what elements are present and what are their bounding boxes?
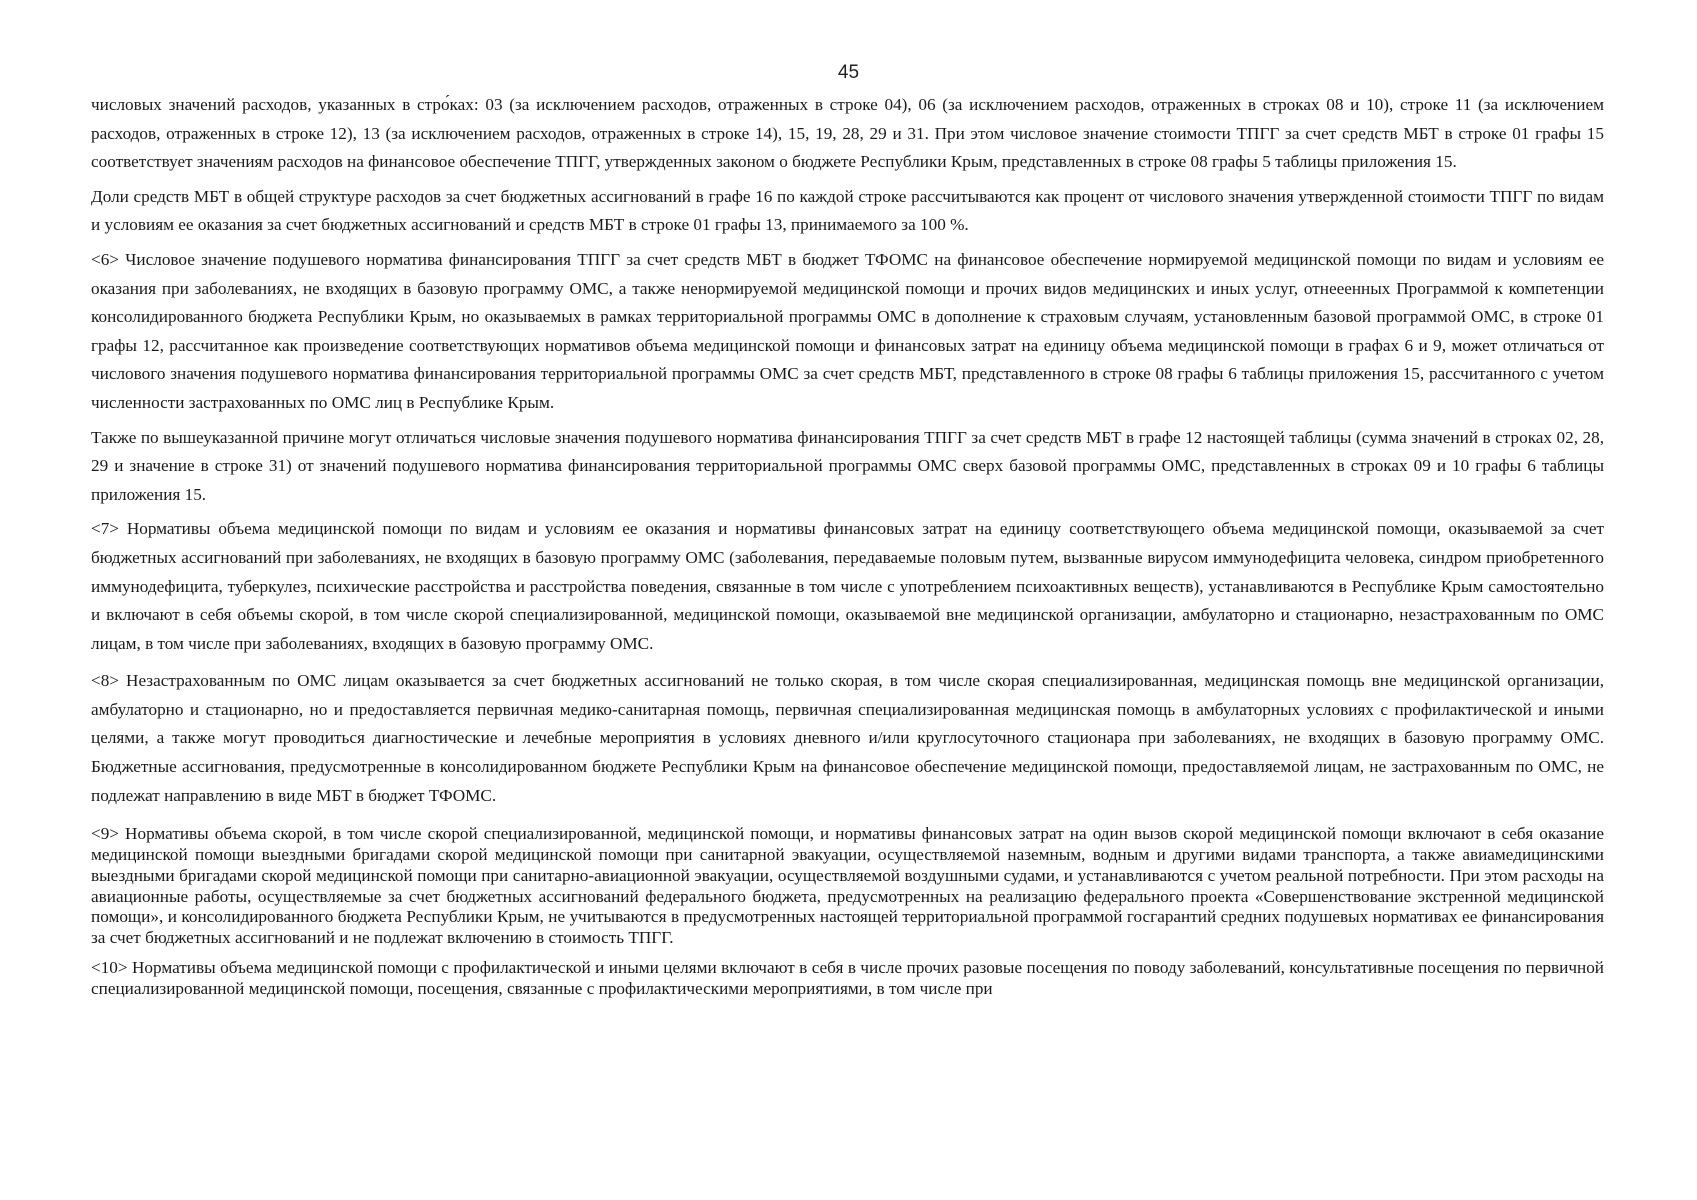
paragraph-continuation: числовых значений расходов, указанных в стро́ках: 03 (за исключением расходов, отраженных в строке 04), 06 (за исключением расходов, отраженных в строках 08 и 10), строке 11 (за исключением расходов, отраженных в строке 12), 13 (за исключением расходов, отраженных в строке 14), 15, 19, 28, 29 и 31. При этом числовое значение стоимости ТПГГ за счет средств МБТ в строке 01 графы 15 соответствует значениям расходов на финансовое обеспечение ТПГГ, утвержденных законом о бюджете Республики Крым, представленных в строке 08 графы 5 таблицы приложения 15. [91, 95, 1604, 172]
paragraph-mbt-share: Доли средств МБТ в общей структуре расходов за счет бюджетных ассигнований в графе 16 по каждой строке рассчитываются как процент от числового значения утвержденной стоимости ТПГГ по видам и условиям ее оказания за счет бюджетных ассигнований и средств МБТ в строке 01 графы 13, принимаемого за 100 %. [91, 186, 1604, 235]
footnote-6: <6> Числовое значение подушевого норматива финансирования ТПГГ за счет средств МБТ в бюджет ТФОМС на финансовое обеспечение нормируемой медицинской помощи по видам и условиям ее оказания при заболеваниях, не входящих в базовую программу ОМС, а также ненормируемой медицинской помощи и прочих видов медицинских и иных услуг, отнееенных Программой к компетенции консолидированного бюджета Республики Крым, но оказываемых в рамках территориальной программы ОМС в дополнение к страховым случаям, установленным базовой программой ОМС, в строке 01 графы 12, рассчитанное как произведение соответствующих нормативов объема медицинской помощи и финансовых затрат на единицу объема медицинской помощи в графах 6 и 9, может отличаться от числового значения подушевого норматива финансирования территориальной программы ОМС за счет средств МБТ, представленного в строке 08 графы 6 таблицы приложения 15, рассчитанного с учетом численности застрахованных по ОМС лиц в Республике Крым. [91, 249, 1604, 412]
document-body [91, 91, 1604, 1000]
paragraph-also: Также по вышеуказанной причине могут отличаться числовые значения подушевого норматива финансирования ТПГГ за счет средств МБТ в графе 12 настоящей таблицы (сумма значений в строках 02, 28, 29 и значение в строке 31) от значений подушевого норматива финансирования территориальной программы ОМС сверх базовой программы ОМС, представленных в строках 09 и 10 графы 6 таблицы приложения 15. [91, 427, 1604, 504]
footnote-10: <10> Нормативы объема медицинской помощи с профилактической и иными целями включают в себя в числе прочих разовые посещения по поводу заболеваний, консультативные посещения по первичной специализированной медицинской помощи, посещения, связанные с профилактическими мероприятиями, в том числе при [91, 958, 1604, 998]
footnote-7: <7> Нормативы объема медицинской помощи по видам и условиям ее оказания и нормативы финансовых затрат на единицу соответствующего объема медицинской помощи, оказываемой за счет бюджетных ассигнований при заболеваниях, не входящих в базовую программу ОМС (заболевания, передаваемые половым путем, вызванные вирусом иммунодефицита человека, синдром приобретенного иммунодефицита, туберкулез, психические расстройства и расстройства поведения, связанные в том числе с употреблением психоактивных веществ), устанавливаются в Республике Крым самостоятельно и включают в себя объемы скорой, в том числе скорой специализированной, медицинской помощи, оказываемой вне медицинской организации, амбулаторно и стационарно, незастрахованным по ОМС лицам, в том числе при заболеваниях, входящих в базовую программу ОМС. [91, 519, 1604, 653]
footnote-9: <9> Нормативы объема скорой, в том числе скорой специализированной, медицинской помощи, и нормативы финансовых затрат на один вызов скорой медицинской помощи включают в себя оказание медицинской помощи выездными бригадами скорой медицинской помощи при санитарной эвакуации, осуществляемой наземным, водным и другими видами транспорта, а также авиамедицинскими выездными бригадами скорой медицинской помощи при санитарно-авиационной эвакуации, осуществляемой воздушными судами, и устанавливаются с учетом реальной потребности. При этом расходы на авиационные работы, осуществляемые за счет бюджетных ассигнований федерального бюджета, предусмотренных на реализацию федерального проекта «Совершенствование экстренной медицинской помощи», и консолидированного бюджета Республики Крым, не учитываются в предусмотренных настоящей территориальной программой госгарантий средних подушевых нормативах ее финансирования за счет бюджетных ассигнований и не подлежат включению в стоимость ТПГГ. [91, 824, 1604, 948]
page-number: 45 [837, 62, 860, 83]
footnote-8: <8> Незастрахованным по ОМС лицам оказывается за счет бюджетных ассигнований не только скорая, в том числе скорая специализированная, медицинская помощь вне медицинской организации, амбулаторно и стационарно, но и предоставляется первичная медико-санитарная помощь, первичная специализированная медицинская помощь в амбулаторных условиях с профилактической и иными целями, а также могут проводиться диагностические и лечебные мероприятия в условиях дневного и/или круглосуточного стационара при заболеваниях, не входящих в базовую программу ОМС. Бюджетные ассигнования, предусмотренные в консолидированном бюджете Республики Крым на финансовое обеспечение медицинской помощи, предоставляемой лицам, не застрахованным по ОМС, не подлежат направлению в виде МБТ в бюджет ТФОМС. [91, 671, 1604, 805]
